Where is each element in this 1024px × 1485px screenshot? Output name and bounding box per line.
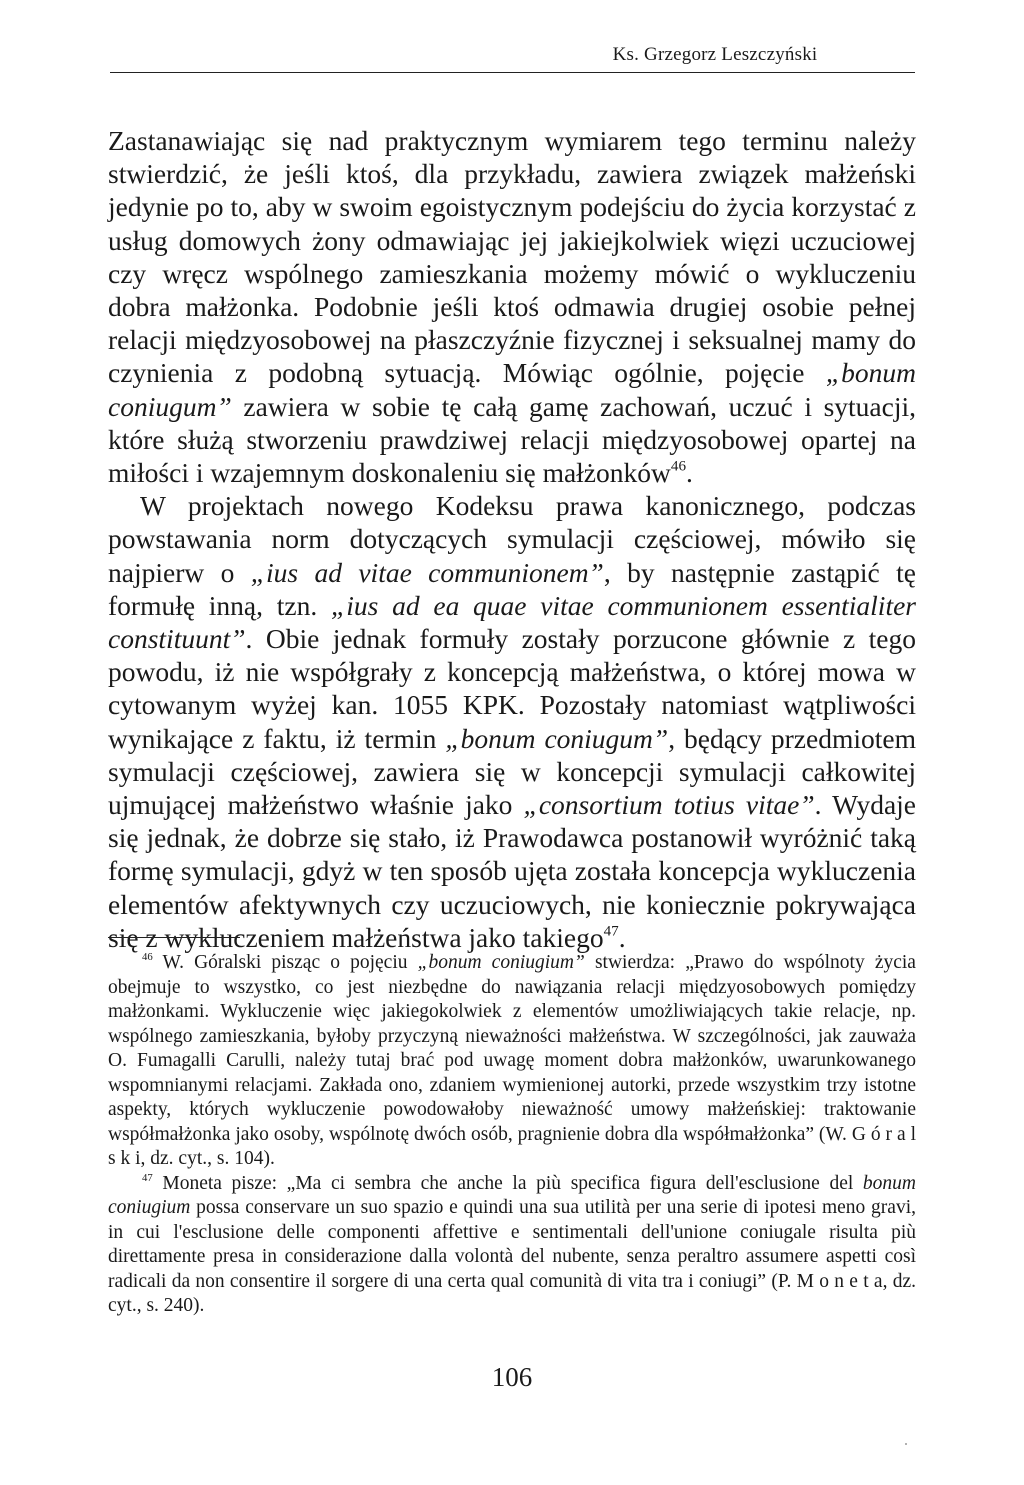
footnote-rule [108, 937, 240, 938]
fn47-italic-1: bonum coniugium [108, 1172, 916, 1218]
main-text [108, 124, 916, 954]
fn46-text-b: stwierdza: „Prawo do wspólnoty życia obejmuje to wszystko, co jest niezbędne do nawiązania relacji międzyosobowych pomiędzy małżonkami. Wykluczenie więc jakiegokolwiek z elementów umożliwiających takie relacje, np. wspólnego zamieszkania, byłoby przyczyną nieważności małżeństwa. W szczególności, jak zauważa O. Fumagalli Carulli, należy tutaj brać pod uwagę moment dobra małżonków, uwarunkowanego wspomnianymi relacjami. Zakłada ono, zdaniem wymienionej autorki, przede wszystkim trzy istotne aspekty, których wykluczenie powodowałoby nieważność umowy małżeńskiej: traktowanie współmałżonka jako osoby, wspólnotę dwóch osób, pragnienie dobra dla współmałżonka” (W. G ó r a l s k i, dz. cyt., s. 104). [108, 952, 916, 1169]
p2-italic-1: „ius ad vitae communionem” [250, 556, 604, 588]
p2-text-c: . Obie jednak formuły zostały porzucone głównie z tego powodu, iż nie współgrały z koncepcją małżeństwa, o której mowa w cytowanym wyżej kan. 1055 KPK. Pozostały natomiast wątpliwości wynikające z faktu, iż termin [108, 623, 916, 754]
p2-italic-2: „ius ad ea quae vitae communionem essentialiter constituunt” [108, 589, 916, 655]
header-author: Ks. Grzegorz Leszczyński [612, 44, 818, 65]
footnote-46-number: 46 [142, 950, 153, 963]
p2-text-f: . [618, 921, 626, 953]
header-rule [110, 72, 915, 73]
footnotes [108, 951, 916, 1319]
p2-text-a: W projektach nowego Kodeksu prawa kanonicznego, podczas powstawania norm dotyczących symulacji częściowej, mówiło się najpierw o [108, 490, 916, 588]
footnote-46 [108, 951, 916, 1172]
footnote-47 [108, 1172, 916, 1319]
footnote-47-number: 47 [142, 1171, 153, 1184]
p2-text-d: , będący przedmiotem symulacji częściowej, zawiera się w koncepcji symulacji całkowitej ujmującej małżeństwo właśnie jako [108, 722, 916, 821]
scan-speck [905, 1443, 907, 1445]
footnote-ref-47: 47 [603, 923, 619, 940]
page-number [0, 1362, 1024, 1393]
fn46-italic-1: „bonum coniugium” [417, 952, 585, 973]
running-header [110, 44, 915, 66]
p1-text-c: . [686, 457, 693, 489]
fn47-text-b: possa conservare un suo spazio e quindi una sua utilità per una serie di ipotesi meno gravi, in cui l'esclusione delle componenti affettive e sentimentali dell'unione coniugale risulta più direttamente presa in considerazione dalla volontà del nubente, senza peraltro assumere aspetti così radicali da non consentire il sorgere di una certa qual comunità di vita tra i coniugi” (P. M o n e t a, dz. cyt., s. 240). [108, 1197, 916, 1316]
p2-text-b: , by następnie zastąpić tę formułę inną, tzn. [108, 556, 916, 621]
p1-text-b: zawiera w sobie tę całą gamę zachowań, uczuć i sytuacji, które służą stworzeniu prawdziwej relacji międzyosobowej opartej na miłości i wzajemnym doskonaleniu się małżonków [108, 390, 916, 489]
page-number-text: 106 [491, 1362, 533, 1392]
p1-italic-1: „bonum coniugum” [108, 357, 916, 422]
p1-text-a: Zastanawiając się nad praktycznym wymiarem tego terminu należy stwierdzić, że jeśli ktoś, dla przykładu, zawiera związek małżeński jedynie po to, aby w swoim egoistycznym podejściu do życia korzystać z usług domowych żony odmawiając jej jakiejkolwiek więzi uczuciowej czy wręcz wspólnego zamieszkania możemy mówić o wykluczeniu dobra małżonka. Podobnie jeśli ktoś odmawia drugiej osobie pełnej relacji międzyosobowej na płaszczyźnie fizycznej i seksualnej mamy do czynienia z podobną sytuacją. Mówiąc ogólnie, pojęcie [108, 125, 916, 389]
p2-italic-3: „bonum coniugum” [445, 722, 669, 754]
paragraph-1 [108, 124, 916, 489]
p2-italic-4: „consortium totius vitae” [523, 789, 815, 821]
fn47-text-a: Moneta pisze: „Ma ci sembra che anche la più specifica figura dell'esclusione del [152, 1172, 863, 1194]
paragraph-2 [108, 489, 916, 954]
p2-text-e: . Wydaje się jednak, że dobrze się stało, iż Prawodawca postanowił wyróżnić taką formę symulacji, gdyż w ten sposób ujęta została koncepcja wykluczenia elementów afektywnych czy uczuciowych, nie koniecznie pokrywająca się z wykluczeniem małżeństwa jako takiego [108, 789, 916, 953]
fn46-text-a: W. Góralski pisząc o pojęciu [152, 952, 418, 973]
footnote-ref-46: 46 [670, 458, 686, 475]
